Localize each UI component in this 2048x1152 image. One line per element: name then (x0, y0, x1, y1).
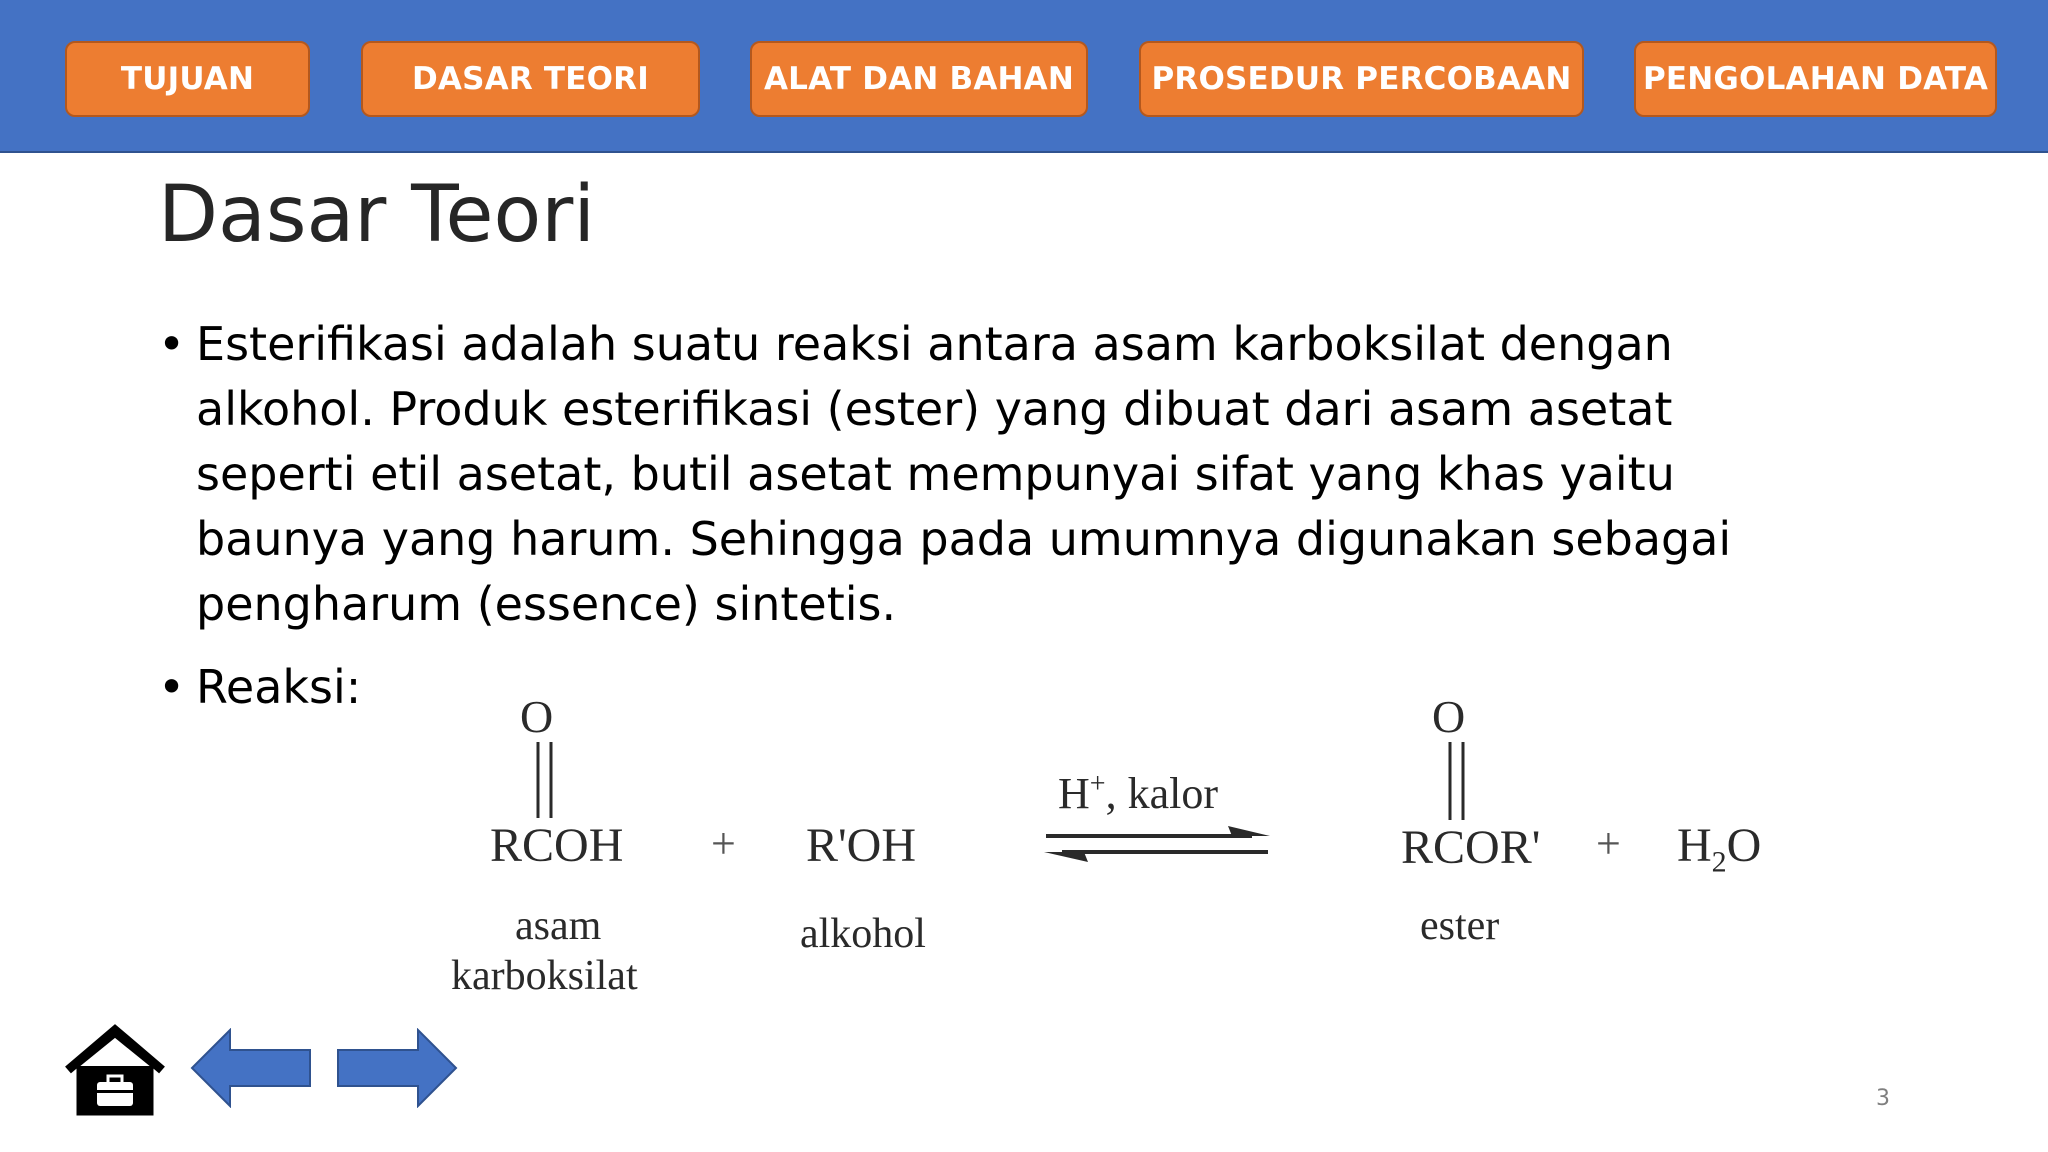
bullet-list (158, 312, 1818, 720)
label-acid-line2: karboksilat (451, 953, 638, 999)
ester-formula: RCOR' (1401, 821, 1541, 874)
label-ester: ester (1420, 903, 1500, 949)
arrow-right-icon[interactable] (336, 1028, 458, 1108)
nav-button-pengolahan-data[interactable]: PENGOLAHAN DATA (1634, 41, 1997, 117)
bullet-marker: • (158, 660, 186, 714)
nav-button-tujuan[interactable]: TUJUAN (65, 41, 310, 117)
bullet-marker: • (158, 317, 186, 371)
equilibrium-arrows-icon (1042, 822, 1274, 868)
bullet-item-esterifikasi (158, 312, 1818, 637)
nav-button-prosedur-percobaan[interactable]: PROSEDUR PERCOBAAN (1139, 41, 1584, 117)
acid-formula: RCOH (490, 819, 624, 872)
slide-title: Dasar Teori (158, 170, 595, 260)
plus-sign: + (711, 819, 736, 868)
label-acid-line1: asam (515, 903, 602, 949)
home-icon[interactable] (62, 1024, 168, 1116)
ester-double-bond (1444, 742, 1470, 822)
bullet-text: Reaksi: (196, 660, 362, 714)
bullet-item-reaksi (158, 655, 1818, 720)
arrow-left-icon[interactable] (190, 1028, 312, 1108)
alcohol-formula: R'OH (806, 819, 916, 872)
plus-sign: + (1596, 819, 1621, 868)
water-formula: $H_2O$ (1677, 819, 1762, 879)
top-navigation-bar (0, 0, 2048, 153)
acid-carbonyl-oxygen: O (520, 691, 554, 742)
nav-button-dasar-teori[interactable]: DASAR TEORI (361, 41, 700, 117)
acid-double-bond (532, 742, 558, 820)
nav-button-alat-dan-bahan[interactable]: ALAT DAN BAHAN (750, 41, 1088, 117)
ester-carbonyl-oxygen: O (1432, 691, 1466, 742)
label-alcohol: alkohol (800, 911, 926, 957)
catalyst-label: H+, kalor (1058, 768, 1218, 818)
bullet-text: Esterifikasi adalah suatu reaksi antara asam karboksilat dengan alkohol. Produk esterifikasi (ester) yang dibuat dari asam asetat seperti etil asetat, butil asetat mempunyai sifat yang khas yaitu baunya yang harum. Sehingga pada umumnya digunakan sebagai pengharum (essence) sintetis. (196, 317, 1732, 631)
page-number: 3 (1876, 1086, 1890, 1111)
